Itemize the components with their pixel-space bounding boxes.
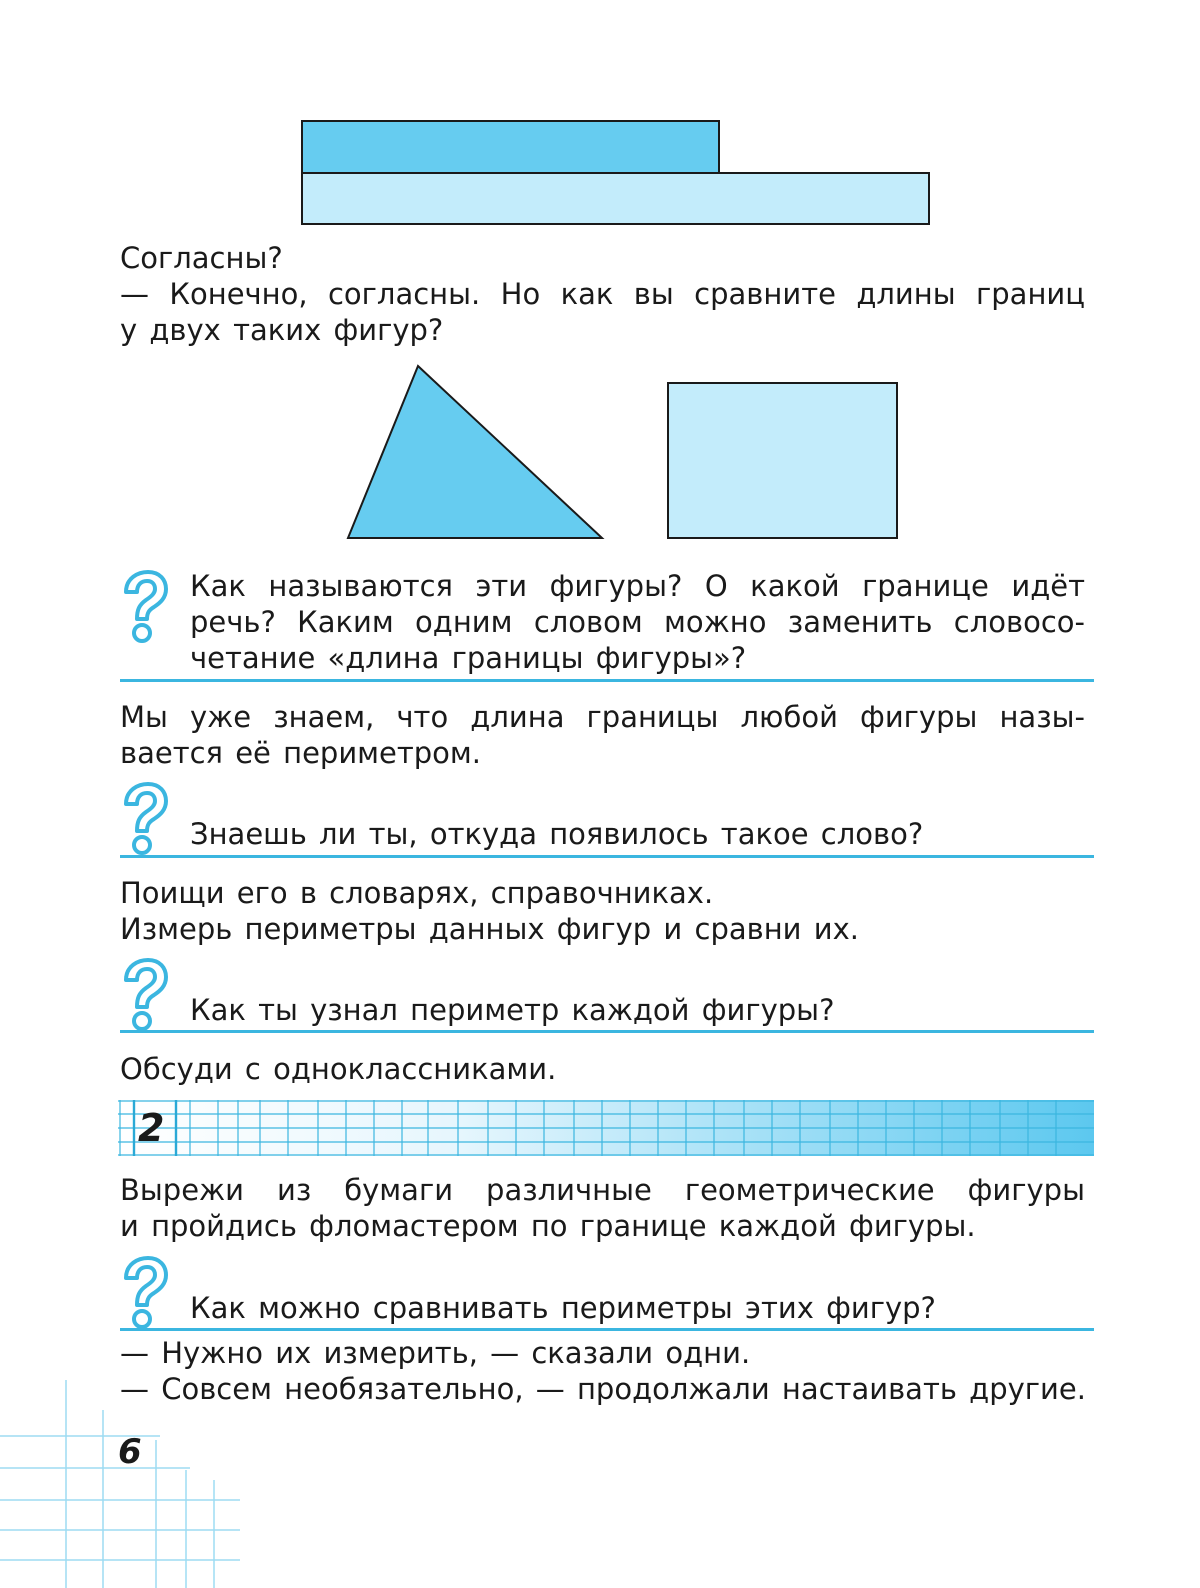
question-1-line-3: четание «длина границы фигуры»?: [190, 641, 747, 675]
task-2-line-1: Вырежи из бумаги различные геометрические фигуры: [120, 1173, 1085, 1207]
task-2-line-2: и пройдись фломастером по границе каждой фигуры.: [120, 1209, 976, 1243]
answer-line-1: — Конечно, согласны. Но как вы сравните длины границ: [120, 277, 1085, 311]
rectangle-shape: [668, 383, 897, 538]
question-2: Знаешь ли ты, откуда появилось такое слово?: [190, 817, 924, 851]
agree-question: Согласны?: [120, 241, 283, 275]
bars-illustration: [0, 0, 1200, 240]
dialog-line-2: — Совсем необязательно, — продолжали настаивать другие.: [120, 1372, 1086, 1406]
search-line-1: Поищи его в словарях, справочниках.: [120, 876, 714, 910]
dialog-line-1: — Нужно их измерить, — сказали одни.: [120, 1336, 751, 1370]
question-1-line-1: Как называются эти фигуры? О какой границе идёт: [190, 569, 1085, 603]
short-bar: [302, 121, 719, 173]
perimeter-line-2: вается её периметром.: [120, 736, 482, 770]
question-mark-icon: [120, 958, 168, 1034]
answer-line-2: у двух таких фигур?: [120, 313, 444, 347]
question-3: Как ты узнал периметр каждой фигуры?: [190, 993, 835, 1027]
shapes-illustration: [0, 350, 1200, 550]
divider: [120, 855, 1094, 858]
divider: [120, 1030, 1094, 1033]
perimeter-line-1: Мы уже знаем, что длина границы любой фигуры назы-: [120, 700, 1085, 734]
search-line-2: Измерь периметры данных фигур и сравни их.: [120, 912, 859, 946]
divider: [120, 679, 1094, 682]
question-mark-icon: [120, 570, 168, 646]
question-mark-icon: [120, 1256, 168, 1332]
long-bar: [302, 173, 929, 224]
discuss-line: Обсуди с одноклассниками.: [120, 1052, 557, 1086]
question-4: Как можно сравнивать периметры этих фигур?: [190, 1291, 936, 1325]
task-header-bar: [118, 1100, 1094, 1156]
question-mark-icon: [120, 782, 168, 858]
page-number: 6: [118, 1432, 142, 1472]
task-number: 2: [138, 1106, 165, 1150]
triangle-shape: [348, 366, 602, 538]
divider: [120, 1328, 1094, 1331]
corner-grid-decoration: [0, 1380, 240, 1588]
question-1-line-2: речь? Каким одним словом можно заменить словосо-: [190, 605, 1085, 639]
